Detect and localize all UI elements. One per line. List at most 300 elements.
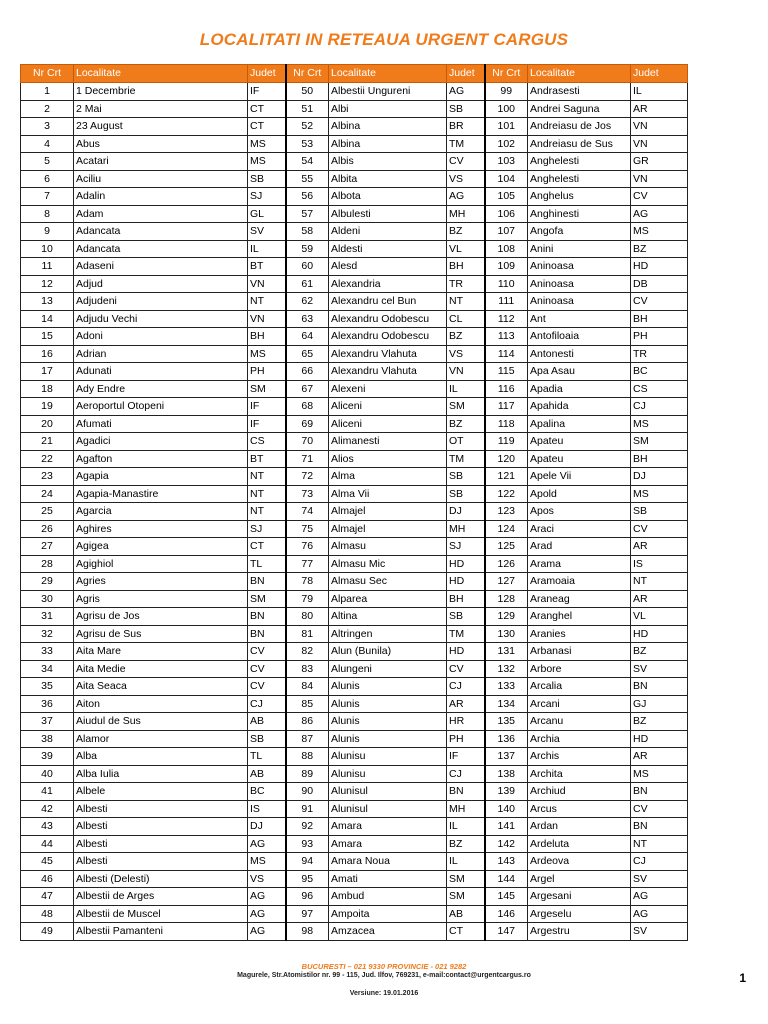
localitate-cell: Archita — [528, 765, 631, 783]
localitate-cell: Arcus — [528, 800, 631, 818]
judet-cell: BZ — [631, 240, 688, 258]
localitate-cell: Adjudeni — [74, 293, 248, 311]
judet-cell: SV — [631, 660, 688, 678]
table-row — [21, 765, 688, 783]
nr-crt-cell: 28 — [21, 555, 74, 573]
localitate-cell: Ady Endre — [74, 380, 248, 398]
nr-crt-cell: 96 — [286, 888, 329, 906]
localitate-cell: Aliceni — [329, 398, 447, 416]
localitate-cell: Adunati — [74, 363, 248, 381]
nr-crt-cell: 105 — [485, 188, 528, 206]
localitate-cell: Albina — [329, 118, 447, 136]
table-row — [21, 188, 688, 206]
footer-address: Magurele, Str.Atomistilor nr. 99 - 115, Jud. Ilfov, 769231, e-mail:contact@urgentcargus.ro — [237, 972, 531, 979]
judet-cell: NT — [447, 293, 485, 311]
localitate-cell: Agafton — [74, 450, 248, 468]
nr-crt-cell: 48 — [21, 905, 74, 923]
table-row — [21, 328, 688, 346]
localitate-cell: Adam — [74, 205, 248, 223]
localitate-cell: Apele Vii — [528, 468, 631, 486]
nr-crt-cell: 3 — [21, 118, 74, 136]
nr-crt-cell: 113 — [485, 328, 528, 346]
localitate-cell: Alunisul — [329, 800, 447, 818]
judet-cell: IF — [248, 83, 286, 101]
judet-cell: CT — [248, 100, 286, 118]
judet-cell: BN — [248, 625, 286, 643]
localitate-cell: Almasu Sec — [329, 573, 447, 591]
judet-cell: BC — [248, 783, 286, 801]
localitate-cell: Apold — [528, 485, 631, 503]
judet-cell: AG — [248, 905, 286, 923]
table-row — [21, 783, 688, 801]
nr-crt-cell: 83 — [286, 660, 329, 678]
nr-crt-cell: 93 — [286, 835, 329, 853]
judet-cell: CT — [248, 118, 286, 136]
nr-crt-cell: 58 — [286, 223, 329, 241]
judet-cell: BZ — [447, 328, 485, 346]
table-row — [21, 363, 688, 381]
judet-cell: AB — [248, 765, 286, 783]
table-row — [21, 800, 688, 818]
table-row — [21, 398, 688, 416]
localitate-cell: Apadia — [528, 380, 631, 398]
nr-crt-cell: 120 — [485, 450, 528, 468]
judet-cell: AR — [631, 100, 688, 118]
localitate-cell: Alma Vii — [329, 485, 447, 503]
judet-cell: SB — [248, 730, 286, 748]
judet-cell: AG — [631, 205, 688, 223]
header-nr-crt: Nr Crt — [21, 65, 74, 83]
nr-crt-cell: 132 — [485, 660, 528, 678]
localitate-cell: Alexandru Odobescu — [329, 310, 447, 328]
localitate-cell: Almasu Mic — [329, 555, 447, 573]
nr-crt-cell: 101 — [485, 118, 528, 136]
judet-cell: BN — [631, 678, 688, 696]
nr-crt-cell: 107 — [485, 223, 528, 241]
table-row — [21, 345, 688, 363]
judet-cell: NT — [631, 573, 688, 591]
nr-crt-cell: 66 — [286, 363, 329, 381]
nr-crt-cell: 36 — [21, 695, 74, 713]
localitate-cell: Archis — [528, 748, 631, 766]
judet-cell: MS — [248, 345, 286, 363]
localitate-cell: Aninoasa — [528, 258, 631, 276]
nr-crt-cell: 25 — [21, 503, 74, 521]
localitate-cell: Arcani — [528, 695, 631, 713]
table-row — [21, 818, 688, 836]
nr-crt-cell: 54 — [286, 153, 329, 171]
nr-crt-cell: 26 — [21, 520, 74, 538]
nr-crt-cell: 56 — [286, 188, 329, 206]
judet-cell: AG — [631, 905, 688, 923]
judet-cell: AB — [447, 905, 485, 923]
localitate-cell: Alexandru Odobescu — [329, 328, 447, 346]
judet-cell: IL — [631, 83, 688, 101]
localitate-cell: Albota — [329, 188, 447, 206]
nr-crt-cell: 57 — [286, 205, 329, 223]
judet-cell: AG — [248, 835, 286, 853]
table-row — [21, 205, 688, 223]
localitate-cell: Araneag — [528, 590, 631, 608]
localitate-cell: Anghelus — [528, 188, 631, 206]
nr-crt-cell: 33 — [21, 643, 74, 661]
localitate-cell: Albesti — [74, 800, 248, 818]
judet-cell: SJ — [248, 188, 286, 206]
localitate-cell: Anini — [528, 240, 631, 258]
judet-cell: SB — [631, 503, 688, 521]
localitate-cell: Albesti — [74, 818, 248, 836]
localitate-cell: Arbore — [528, 660, 631, 678]
localitate-cell: Almajel — [329, 520, 447, 538]
localitate-cell: Aldeni — [329, 223, 447, 241]
localitate-cell: Alunis — [329, 730, 447, 748]
localitate-cell: Andrasesti — [528, 83, 631, 101]
localitate-cell: Argesani — [528, 888, 631, 906]
nr-crt-cell: 136 — [485, 730, 528, 748]
localitate-cell: Albestii de Muscel — [74, 905, 248, 923]
localitate-cell: Arama — [528, 555, 631, 573]
page-title: LOCALITATI IN RETEAUA URGENT CARGUS — [199, 30, 569, 49]
nr-crt-cell: 80 — [286, 608, 329, 626]
judet-cell: MS — [631, 485, 688, 503]
header-localitate: Localitate — [74, 65, 248, 83]
nr-crt-cell: 104 — [485, 170, 528, 188]
nr-crt-cell: 14 — [21, 310, 74, 328]
localitate-cell: Aliceni — [329, 415, 447, 433]
judet-cell: IF — [248, 398, 286, 416]
judet-cell: HD — [631, 258, 688, 276]
localitate-cell: Alamor — [74, 730, 248, 748]
localitate-cell: Alunisul — [329, 783, 447, 801]
localitate-cell: Altina — [329, 608, 447, 626]
table-row — [21, 555, 688, 573]
localitate-cell: Aita Mare — [74, 643, 248, 661]
judet-cell: PH — [631, 328, 688, 346]
judet-cell: NT — [248, 293, 286, 311]
nr-crt-cell: 15 — [21, 328, 74, 346]
nr-crt-cell: 111 — [485, 293, 528, 311]
localitate-cell: Agris — [74, 590, 248, 608]
page-number: 1 — [739, 971, 746, 985]
nr-crt-cell: 38 — [21, 730, 74, 748]
localitate-cell: Amzacea — [329, 923, 447, 941]
nr-crt-cell: 78 — [286, 573, 329, 591]
nr-crt-cell: 135 — [485, 713, 528, 731]
judet-cell: SV — [631, 870, 688, 888]
judet-cell: CT — [248, 538, 286, 556]
judet-cell: SM — [248, 590, 286, 608]
nr-crt-cell: 82 — [286, 643, 329, 661]
judet-cell: AG — [447, 83, 485, 101]
localitate-cell: Angofa — [528, 223, 631, 241]
nr-crt-cell: 143 — [485, 853, 528, 871]
nr-crt-cell: 76 — [286, 538, 329, 556]
judet-cell: VN — [631, 170, 688, 188]
judet-cell: AR — [447, 695, 485, 713]
judet-cell: SB — [447, 608, 485, 626]
nr-crt-cell: 88 — [286, 748, 329, 766]
localitate-cell: Almajel — [329, 503, 447, 521]
judet-cell: BH — [631, 450, 688, 468]
localitate-cell: Argel — [528, 870, 631, 888]
judet-cell: BT — [248, 258, 286, 276]
nr-crt-cell: 134 — [485, 695, 528, 713]
localitate-cell: Amati — [329, 870, 447, 888]
judet-cell: HD — [631, 625, 688, 643]
judet-cell: IL — [447, 818, 485, 836]
judet-cell: GL — [248, 205, 286, 223]
nr-crt-cell: 114 — [485, 345, 528, 363]
nr-crt-cell: 118 — [485, 415, 528, 433]
localitate-cell: Adjudu Vechi — [74, 310, 248, 328]
judet-cell: MS — [631, 415, 688, 433]
localitate-cell: Apa Asau — [528, 363, 631, 381]
localitate-cell: Alparea — [329, 590, 447, 608]
table-row — [21, 503, 688, 521]
localitate-cell: Arbanasi — [528, 643, 631, 661]
judet-cell: BZ — [447, 223, 485, 241]
localitate-cell: 1 Decembrie — [74, 83, 248, 101]
nr-crt-cell: 145 — [485, 888, 528, 906]
header-judet: Judet — [631, 65, 688, 83]
localitate-cell: 2 Mai — [74, 100, 248, 118]
nr-crt-cell: 110 — [485, 275, 528, 293]
nr-crt-cell: 73 — [286, 485, 329, 503]
table-row — [21, 450, 688, 468]
judet-cell: DJ — [631, 468, 688, 486]
table-body — [21, 83, 688, 941]
judet-cell: TL — [248, 748, 286, 766]
judet-cell: CV — [631, 800, 688, 818]
nr-crt-cell: 11 — [21, 258, 74, 276]
nr-crt-cell: 64 — [286, 328, 329, 346]
localitate-cell: Ant — [528, 310, 631, 328]
localitate-cell: Aranies — [528, 625, 631, 643]
nr-crt-cell: 109 — [485, 258, 528, 276]
table-row — [21, 433, 688, 451]
judet-cell: IF — [248, 415, 286, 433]
judet-cell: BC — [631, 363, 688, 381]
localitate-cell: Argestru — [528, 923, 631, 941]
judet-cell: HR — [447, 713, 485, 731]
nr-crt-cell: 17 — [21, 363, 74, 381]
judet-cell: SB — [248, 170, 286, 188]
judet-cell: VS — [248, 870, 286, 888]
localitate-cell: Alexandru cel Bun — [329, 293, 447, 311]
table-row — [21, 748, 688, 766]
localitate-cell: Albesti (Delesti) — [74, 870, 248, 888]
nr-crt-cell: 87 — [286, 730, 329, 748]
judet-cell: AG — [447, 188, 485, 206]
localitate-cell: Agigea — [74, 538, 248, 556]
localitate-cell: Apos — [528, 503, 631, 521]
localitate-cell: Apahida — [528, 398, 631, 416]
localitate-cell: Albulesti — [329, 205, 447, 223]
localitate-cell: Albestii Ungureni — [329, 83, 447, 101]
judet-cell: NT — [248, 503, 286, 521]
judet-cell: AR — [631, 748, 688, 766]
table-row — [21, 118, 688, 136]
localitate-cell: Albele — [74, 783, 248, 801]
localitate-cell: Amara Noua — [329, 853, 447, 871]
nr-crt-cell: 71 — [286, 450, 329, 468]
judet-cell: TR — [631, 345, 688, 363]
localitate-cell: Andrei Saguna — [528, 100, 631, 118]
nr-crt-cell: 52 — [286, 118, 329, 136]
localitate-cell: Antofiloaia — [528, 328, 631, 346]
footer-phones: BUCURESTI – 021 9330 PROVINCIE - 021 9282 — [301, 962, 467, 971]
judet-cell: BZ — [447, 415, 485, 433]
nr-crt-cell: 121 — [485, 468, 528, 486]
table-row — [21, 695, 688, 713]
localitate-cell: Ampoita — [329, 905, 447, 923]
table-row — [21, 905, 688, 923]
localitate-cell: Aninoasa — [528, 275, 631, 293]
judet-cell: SM — [631, 433, 688, 451]
nr-crt-cell: 103 — [485, 153, 528, 171]
nr-crt-cell: 18 — [21, 380, 74, 398]
nr-crt-cell: 100 — [485, 100, 528, 118]
nr-crt-cell: 147 — [485, 923, 528, 941]
nr-crt-cell: 34 — [21, 660, 74, 678]
localitate-cell: Alunisu — [329, 748, 447, 766]
nr-crt-cell: 91 — [286, 800, 329, 818]
nr-crt-cell: 31 — [21, 608, 74, 626]
localitate-cell: Alunis — [329, 713, 447, 731]
nr-crt-cell: 35 — [21, 678, 74, 696]
localitate-cell: Adoni — [74, 328, 248, 346]
nr-crt-cell: 44 — [21, 835, 74, 853]
localitate-cell: Aninoasa — [528, 293, 631, 311]
judet-cell: VN — [248, 310, 286, 328]
nr-crt-cell: 16 — [21, 345, 74, 363]
nr-crt-cell: 59 — [286, 240, 329, 258]
nr-crt-cell: 1 — [21, 83, 74, 101]
judet-cell: CJ — [447, 678, 485, 696]
table-row — [21, 608, 688, 626]
nr-crt-cell: 85 — [286, 695, 329, 713]
nr-crt-cell: 124 — [485, 520, 528, 538]
nr-crt-cell: 128 — [485, 590, 528, 608]
table-row — [21, 888, 688, 906]
localitate-cell: Aita Seaca — [74, 678, 248, 696]
localitate-cell: Aiton — [74, 695, 248, 713]
table-row — [21, 415, 688, 433]
judet-cell: CV — [631, 188, 688, 206]
judet-cell: CJ — [631, 398, 688, 416]
judet-cell: BR — [447, 118, 485, 136]
judet-cell: AR — [631, 590, 688, 608]
nr-crt-cell: 47 — [21, 888, 74, 906]
judet-cell: OT — [447, 433, 485, 451]
localitate-cell: Agrisu de Sus — [74, 625, 248, 643]
nr-crt-cell: 141 — [485, 818, 528, 836]
nr-crt-cell: 61 — [286, 275, 329, 293]
judet-cell: BH — [248, 328, 286, 346]
judet-cell: VN — [248, 275, 286, 293]
localitate-cell: Ardan — [528, 818, 631, 836]
localitate-cell: Apateu — [528, 433, 631, 451]
localitate-cell: Apateu — [528, 450, 631, 468]
judet-cell: CJ — [447, 765, 485, 783]
judet-cell: BH — [631, 310, 688, 328]
localitate-cell: Alexandria — [329, 275, 447, 293]
judet-cell: AG — [248, 923, 286, 941]
judet-cell: AG — [631, 888, 688, 906]
nr-crt-cell: 27 — [21, 538, 74, 556]
localitate-cell: Apalina — [528, 415, 631, 433]
localitate-cell: Adjud — [74, 275, 248, 293]
table-row — [21, 713, 688, 731]
localitate-cell: Almasu — [329, 538, 447, 556]
localitate-cell: Alun (Bunila) — [329, 643, 447, 661]
localitate-cell: 23 August — [74, 118, 248, 136]
nr-crt-cell: 37 — [21, 713, 74, 731]
nr-crt-cell: 74 — [286, 503, 329, 521]
judet-cell: TM — [447, 450, 485, 468]
localitate-cell: Arcanu — [528, 713, 631, 731]
localitate-cell: Albina — [329, 135, 447, 153]
nr-crt-cell: 140 — [485, 800, 528, 818]
nr-crt-cell: 98 — [286, 923, 329, 941]
localitate-cell: Albestii Pamanteni — [74, 923, 248, 941]
nr-crt-cell: 46 — [21, 870, 74, 888]
localitate-cell: Alexandru Vlahuta — [329, 345, 447, 363]
judet-cell: IL — [447, 853, 485, 871]
header-nr-crt: Nr Crt — [286, 65, 329, 83]
judet-cell: DJ — [248, 818, 286, 836]
localitate-cell: Ardeova — [528, 853, 631, 871]
nr-crt-cell: 84 — [286, 678, 329, 696]
nr-crt-cell: 20 — [21, 415, 74, 433]
localitate-cell: Albita — [329, 170, 447, 188]
localitate-cell: Alexeni — [329, 380, 447, 398]
localitate-cell: Albis — [329, 153, 447, 171]
nr-crt-cell: 142 — [485, 835, 528, 853]
localitate-cell: Albi — [329, 100, 447, 118]
localitate-cell: Alunis — [329, 695, 447, 713]
judet-cell: BT — [248, 450, 286, 468]
judet-cell: HD — [447, 573, 485, 591]
localitate-cell: Agrisu de Jos — [74, 608, 248, 626]
nr-crt-cell: 131 — [485, 643, 528, 661]
judet-cell: NT — [248, 468, 286, 486]
judet-cell: SB — [447, 468, 485, 486]
localitate-cell: Aeroportul Otopeni — [74, 398, 248, 416]
nr-crt-cell: 112 — [485, 310, 528, 328]
table-row — [21, 643, 688, 661]
table-row — [21, 223, 688, 241]
table-row — [21, 485, 688, 503]
nr-crt-cell: 55 — [286, 170, 329, 188]
judet-cell: DB — [631, 275, 688, 293]
localitate-cell: Alba Iulia — [74, 765, 248, 783]
nr-crt-cell: 70 — [286, 433, 329, 451]
localitate-cell: Archia — [528, 730, 631, 748]
nr-crt-cell: 30 — [21, 590, 74, 608]
table-row — [21, 853, 688, 871]
nr-crt-cell: 45 — [21, 853, 74, 871]
table-row — [21, 258, 688, 276]
nr-crt-cell: 129 — [485, 608, 528, 626]
nr-crt-cell: 133 — [485, 678, 528, 696]
localitate-cell: Aiudul de Sus — [74, 713, 248, 731]
judet-cell: GJ — [631, 695, 688, 713]
table-row — [21, 730, 688, 748]
judet-cell: SV — [248, 223, 286, 241]
localitate-cell: Aldesti — [329, 240, 447, 258]
judet-cell: MS — [631, 223, 688, 241]
